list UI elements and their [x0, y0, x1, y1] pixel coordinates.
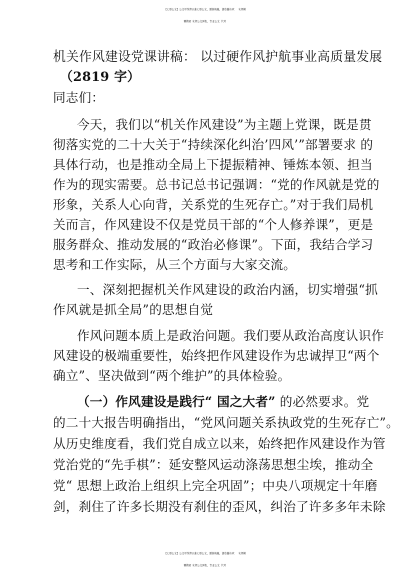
paragraph-1-line: 思考和工作实际，从三个方面与大家交流。	[53, 257, 297, 272]
page-header-watermark	[0, 4, 410, 28]
salutation: 同志们：	[53, 90, 105, 105]
footer-line-1: 【七哥公文】公文写作请认准七哥公文，谨防被骗，浏览器访问： 支持模	[164, 552, 246, 555]
paragraph-3-line: 从历史维度看，我们党自成立以来，始终把作风建设作为管	[53, 436, 386, 451]
paragraph-1-line: 具体行动，也是推动全局上下提振精神、锤炼本领、担当	[53, 157, 373, 172]
document-title-line-2: （2819 字）	[60, 70, 141, 85]
header-line-2: 糊搜索 支持公文润色，专业公文 代写	[183, 20, 227, 23]
document-title-line-1: 机关作风建设党课讲稿： 以过硬作风护航事业高质量发展	[53, 50, 383, 65]
paragraph-3-line: 的二十大报告明确指出，“党风问题关系执政党的生死存亡”。	[53, 415, 399, 430]
paragraph-1-line: 关而言，作风建设不仅是党员干部的“个人修养课”，更是	[53, 217, 374, 232]
page-footer-watermark	[0, 548, 410, 572]
paragraph-3-line: 剑，刹住了许多长期没有刹住的歪风，纠治了许多多年未除	[53, 499, 386, 514]
subsection-heading-1-bold: （一）作风建设是践行“ 国之大者”	[77, 394, 276, 409]
section-heading-1-line: 作风就是抓全局”的思想自觉	[53, 302, 214, 317]
subsection-heading-1-rest: 的必然要求。党	[275, 394, 370, 409]
paragraph-1-line: 服务群众、推动发展的“政治必修课”。下面，我结合学习	[53, 237, 374, 252]
paragraph-1-line: 作为的现实需要。总书记总书记强调：“党的作风就是党的	[53, 177, 380, 192]
header-line-1: 【七哥公文】公文写作请认准七哥公文，谨防被骗，浏览器访问： 支持模	[164, 8, 246, 11]
paragraph-2-line: 风建设的极端重要性，始终把作风建设作为忠诚捍卫“两个	[53, 348, 380, 363]
paragraph-3-line: 党“ 思想上政治上组织上完全巩固”；中央八项规定十年磨	[53, 478, 378, 493]
paragraph-1-line: 彻落实党的二十大关于“持续深化纠治’四风’”部署要求 的	[53, 137, 374, 152]
paragraph-3-line: 党治党的“先手棋”：延安整风运动涤荡思想尘埃，推动全	[53, 457, 374, 472]
subsection-heading-1	[77, 394, 369, 410]
paragraph-2-line: 确立”、坚决做到“两个维护”的具体检验。	[53, 368, 291, 383]
paragraph-2-line: 作风问题本质上是政治问题。我们要从政治高度认识作	[77, 328, 385, 343]
paragraph-1-line: 形象，关系人心向背，关系党的生死存亡。”对于我们局机	[53, 197, 374, 212]
footer-line-2: 糊搜索 支持公文润色，专业公文 代写	[183, 564, 227, 567]
section-heading-1-line: 一、深刻把握机关作风建设的政治内涵，切实增强“抓	[77, 282, 378, 297]
paragraph-1-line: 今天，我们以“机关作风建设”为主题上党课，既是贯	[77, 117, 372, 132]
